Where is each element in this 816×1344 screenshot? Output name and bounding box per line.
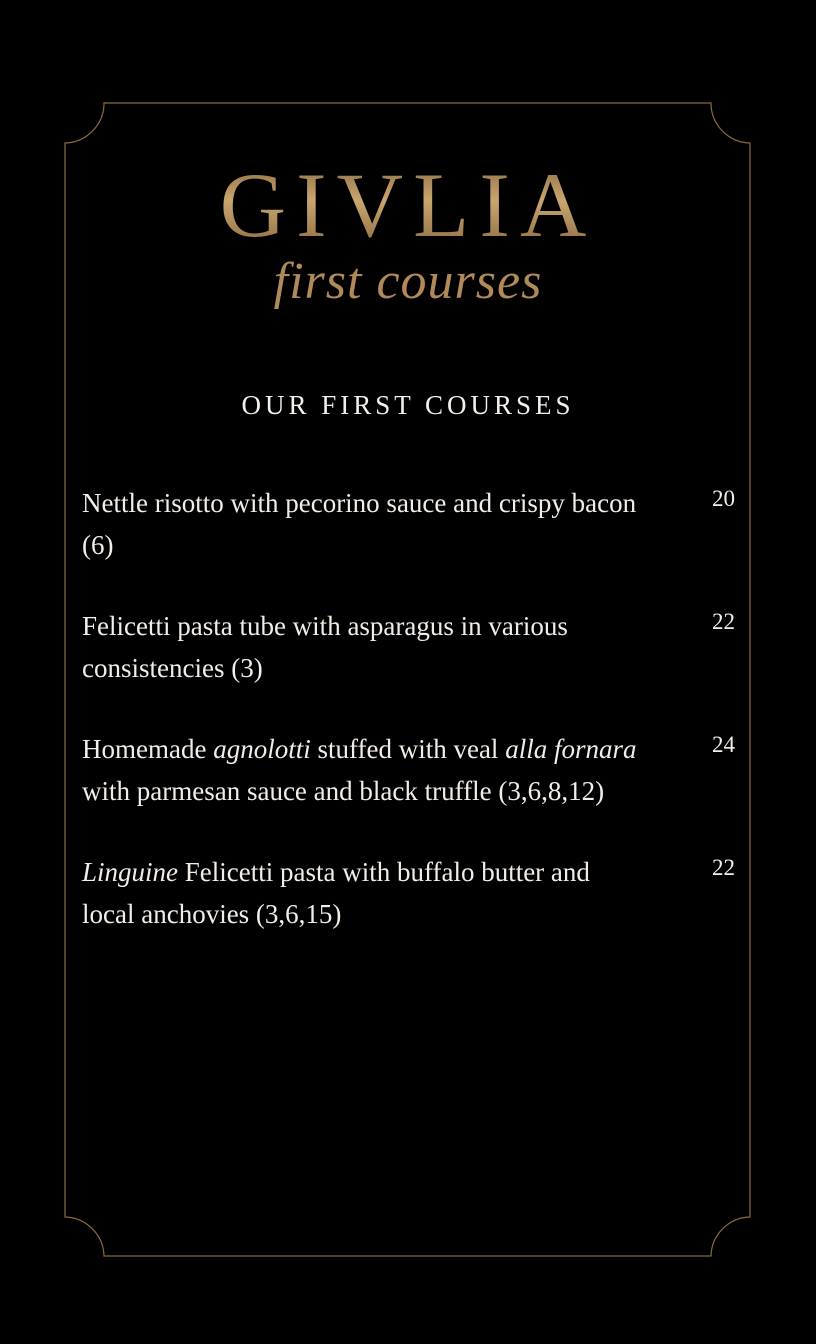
text-segment: with parmesan sauce and black truffle (3,6,8,12) [82,776,605,806]
menu-item [82,605,735,728]
text-segment: Homemade [82,734,214,764]
restaurant-logo: GIVLIA [0,160,816,250]
text-segment: stuffed with veal [310,734,506,764]
italic-text: Linguine [82,857,179,887]
text-segment: Felicetti pasta tube with asparagus in various consistencies (3) [82,611,568,683]
menu-item [82,728,735,851]
italic-text: alla fornara [505,734,637,764]
menu-item-name [82,728,642,812]
menu-item-price: 20 [712,486,735,511]
menu-item-name [82,851,642,935]
menu-item-name [82,605,642,689]
text-segment: Nettle risotto with pecorino sauce and crispy bacon (6) [82,488,637,560]
menu-item-price: 22 [712,855,735,880]
menu-item [82,851,735,974]
menu-item-price: 22 [712,609,735,634]
menu-item-price: 24 [712,732,735,757]
menu-items-list [82,482,735,974]
menu-item [82,482,735,605]
logo-subtitle: first courses [273,253,543,310]
text-segment: Felicetti pasta with buffalo butter and local anchovies (3,6,15) [82,857,590,929]
menu-item-name [82,482,642,566]
italic-text: agnolotti [213,734,311,764]
section-title: OUR FIRST COURSES [241,390,575,420]
